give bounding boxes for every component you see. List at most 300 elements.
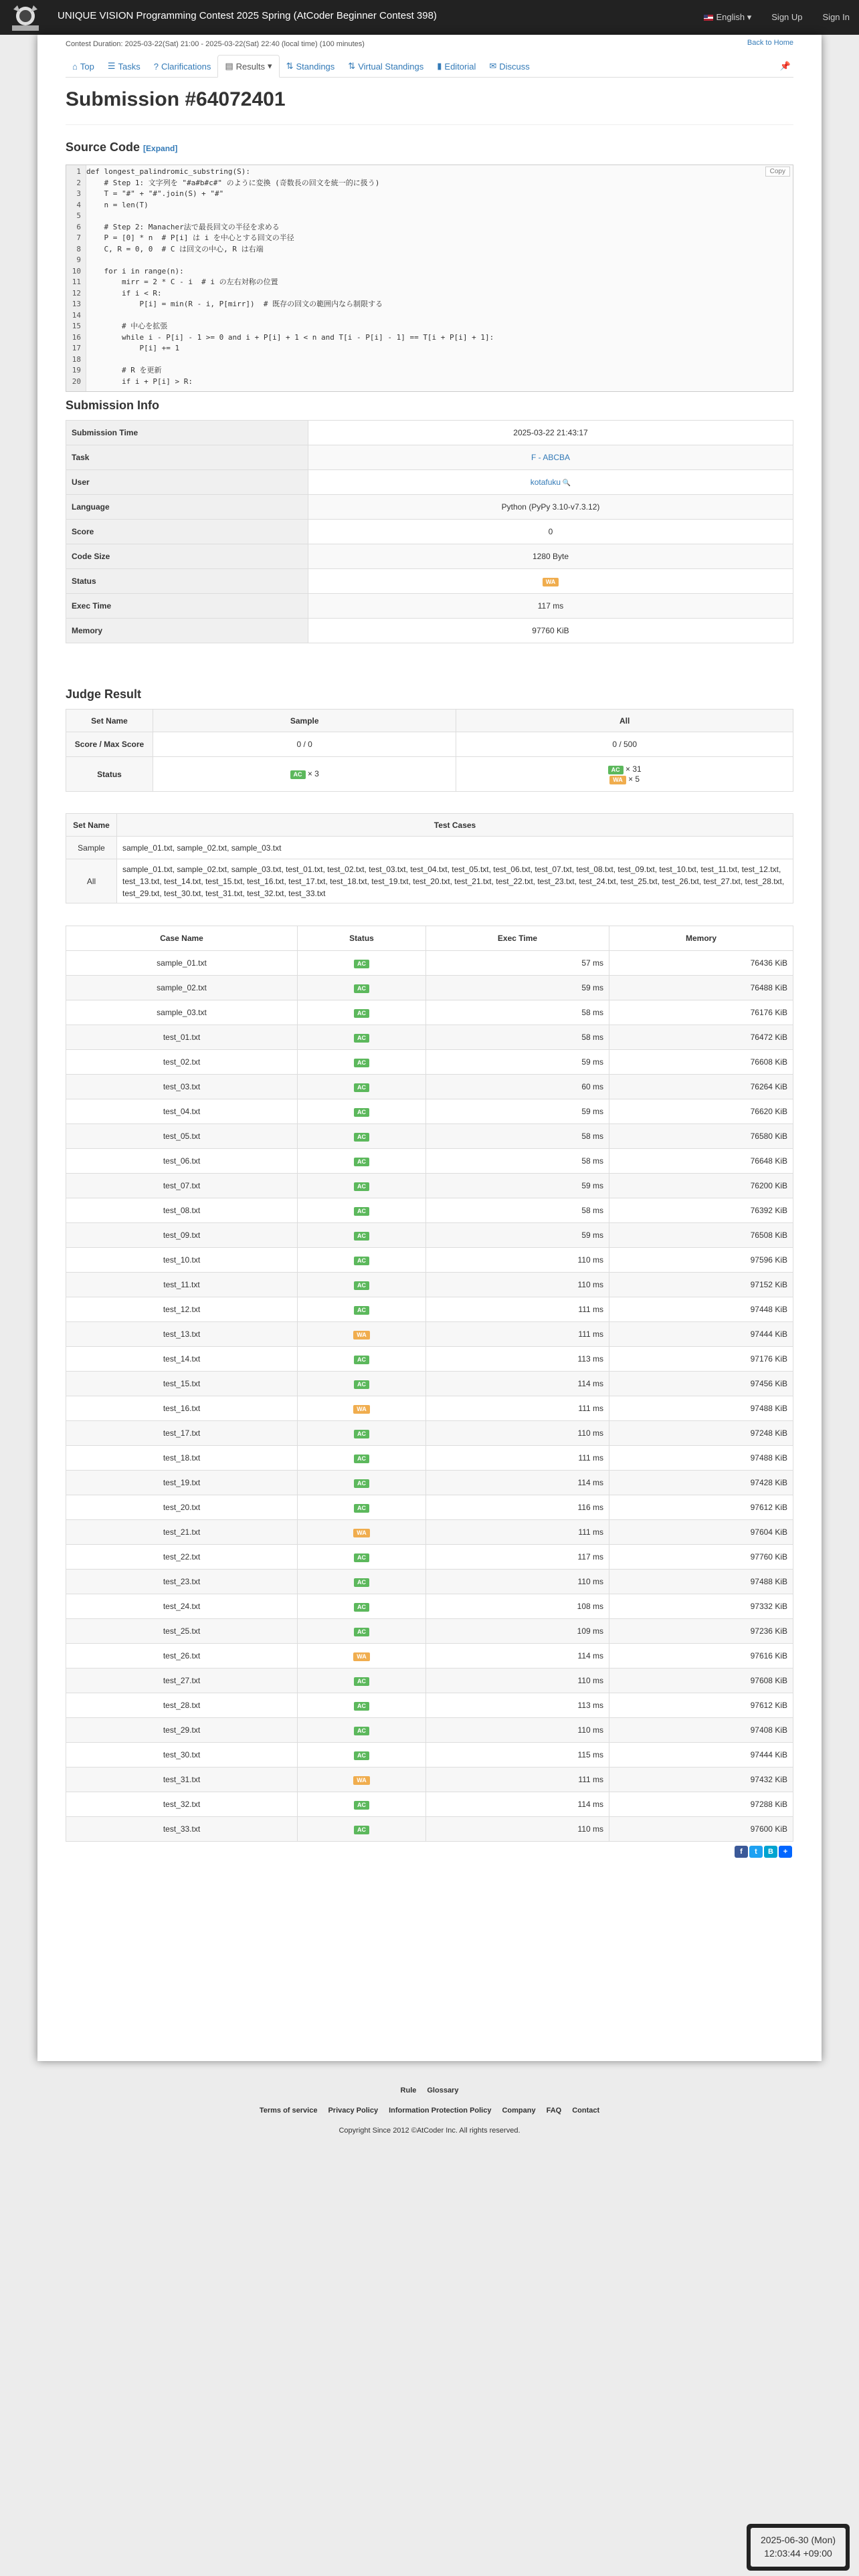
test-sets-table bbox=[66, 813, 793, 903]
results-icon: ▤ bbox=[225, 61, 233, 71]
expand-link[interactable]: [Expand] bbox=[143, 144, 178, 153]
main-panel bbox=[37, 35, 822, 2061]
ac-badge: AC bbox=[354, 1207, 369, 1216]
line-number: 10 bbox=[66, 266, 84, 278]
flag-icon bbox=[704, 15, 713, 21]
case-exec-time: 58 ms bbox=[426, 1149, 609, 1174]
case-exec-time: 113 ms bbox=[426, 1693, 609, 1718]
code-line bbox=[66, 365, 793, 377]
case-exec-time: 114 ms bbox=[426, 1792, 609, 1817]
footer-link[interactable]: Contact bbox=[572, 2107, 600, 2115]
line-number: 19 bbox=[66, 365, 84, 377]
case-name: test_26.txt bbox=[66, 1644, 298, 1669]
info-value-text: 2025-03-22 21:43:17 bbox=[513, 428, 588, 437]
sign-up-link[interactable]: Sign Up bbox=[771, 12, 803, 22]
footer-link[interactable]: Glossary bbox=[427, 2086, 459, 2095]
case-name: test_03.txt bbox=[66, 1075, 298, 1099]
case-exec-time: 110 ms bbox=[426, 1718, 609, 1743]
case-exec-time: 114 ms bbox=[426, 1644, 609, 1669]
info-label: Task bbox=[66, 445, 308, 470]
code-text bbox=[84, 255, 86, 264]
case-row bbox=[66, 951, 793, 976]
case-memory: 76472 KiB bbox=[609, 1025, 793, 1050]
case-status bbox=[298, 1495, 426, 1520]
case-row bbox=[66, 1050, 793, 1075]
submission-title: Submission #64072401 bbox=[66, 88, 286, 110]
contest-nav-tabs bbox=[66, 55, 793, 78]
case-memory: 76608 KiB bbox=[609, 1050, 793, 1075]
footer-link[interactable]: Information Protection Policy bbox=[389, 2107, 492, 2115]
case-row bbox=[66, 1149, 793, 1174]
code-line bbox=[66, 321, 793, 332]
set-cases: sample_01.txt, sample_02.txt, sample_03.txt, test_01.txt, test_02.txt, test_03.txt, test_04.txt, test_05.txt, test_06.txt, test_07.txt, test_08.txt, test_09.txt, test_10.txt, test_11.txt, test_12.txt, test_13.txt, test_14.txt, test_15.txt, test_16.txt, test_17.txt, test_18.txt, test_19.txt, test_20.txt, test_21.txt, test_22.txt, test_23.txt, test_24.txt, test_25.txt, test_26.txt, test_27.txt, test_28.txt, test_29.txt, test_30.txt, test_31.txt, test_32.txt, test_33.txt bbox=[117, 859, 793, 903]
case-row bbox=[66, 1297, 793, 1322]
case-exec-time: 108 ms bbox=[426, 1594, 609, 1619]
ac-badge: AC bbox=[354, 1751, 369, 1760]
score-label: Score / Max Score bbox=[66, 732, 153, 757]
case-row bbox=[66, 1495, 793, 1520]
case-exec-time: 113 ms bbox=[426, 1347, 609, 1372]
case-memory: 97432 KiB bbox=[609, 1767, 793, 1792]
case-status bbox=[298, 1446, 426, 1471]
code-text: if i < R: bbox=[86, 288, 162, 298]
case-row bbox=[66, 1248, 793, 1273]
info-row bbox=[66, 594, 793, 619]
ac-badge: AC bbox=[354, 1306, 369, 1315]
sets-header-cases: Test Cases bbox=[117, 814, 793, 837]
case-row bbox=[66, 1025, 793, 1050]
case-name: test_06.txt bbox=[66, 1149, 298, 1174]
line-number: 7 bbox=[66, 233, 84, 244]
copyright: Copyright Since 2012 ©AtCoder Inc. All rights reserved. bbox=[339, 2127, 520, 2135]
case-name: test_16.txt bbox=[66, 1396, 298, 1421]
case-name: test_07.txt bbox=[66, 1174, 298, 1198]
line-number: 4 bbox=[66, 200, 84, 211]
footer-link[interactable]: Terms of service bbox=[259, 2107, 318, 2115]
code-line bbox=[66, 200, 793, 211]
sort-icon: ⇅ bbox=[286, 61, 294, 71]
code-line bbox=[66, 178, 793, 189]
ac-badge: AC bbox=[354, 1504, 369, 1513]
case-memory: 97448 KiB bbox=[609, 1297, 793, 1322]
case-name: test_13.txt bbox=[66, 1322, 298, 1347]
case-name: test_30.txt bbox=[66, 1743, 298, 1767]
line-number: 2 bbox=[66, 178, 84, 189]
info-label: Submission Time bbox=[66, 421, 308, 445]
case-row bbox=[66, 1347, 793, 1372]
ac-badge: AC bbox=[354, 1801, 369, 1810]
case-name: sample_01.txt bbox=[66, 951, 298, 976]
footer-link[interactable]: Privacy Policy bbox=[328, 2107, 379, 2115]
case-status bbox=[298, 1273, 426, 1297]
status-count: × 5 bbox=[628, 774, 640, 784]
case-memory: 97444 KiB bbox=[609, 1322, 793, 1347]
info-label: Code Size bbox=[66, 544, 308, 569]
case-status bbox=[298, 1099, 426, 1124]
tab-label: Results bbox=[235, 61, 266, 72]
case-status bbox=[298, 1297, 426, 1322]
judge-header-sample: Sample bbox=[153, 710, 456, 732]
comment-icon: ✉ bbox=[489, 61, 497, 71]
question-icon: ? bbox=[153, 61, 159, 72]
case-status bbox=[298, 1619, 426, 1644]
ac-badge: AC bbox=[354, 1628, 369, 1636]
case-memory: 97604 KiB bbox=[609, 1520, 793, 1545]
facebook-icon[interactable]: f bbox=[735, 1846, 748, 1858]
case-exec-time: 116 ms bbox=[426, 1495, 609, 1520]
case-row bbox=[66, 1223, 793, 1248]
case-status bbox=[298, 976, 426, 1000]
case-exec-time: 59 ms bbox=[426, 1223, 609, 1248]
code-text: # R を更新 bbox=[86, 366, 162, 374]
case-row bbox=[66, 1446, 793, 1471]
ac-badge: AC bbox=[354, 1479, 369, 1488]
case-memory: 97444 KiB bbox=[609, 1743, 793, 1767]
case-row bbox=[66, 1075, 793, 1099]
case-exec-time: 110 ms bbox=[426, 1248, 609, 1273]
case-row bbox=[66, 1421, 793, 1446]
case-status bbox=[298, 1767, 426, 1792]
info-label: Memory bbox=[66, 619, 308, 643]
case-status bbox=[298, 1248, 426, 1273]
ac-badge: AC bbox=[354, 1727, 369, 1735]
info-row bbox=[66, 520, 793, 544]
code-line bbox=[66, 244, 793, 255]
case-exec-time: 58 ms bbox=[426, 1124, 609, 1149]
case-name: test_20.txt bbox=[66, 1495, 298, 1520]
share-plus-icon[interactable]: + bbox=[779, 1846, 792, 1858]
info-value bbox=[308, 445, 793, 470]
user-link[interactable]: kotafuku bbox=[530, 477, 561, 487]
info-value bbox=[308, 594, 793, 619]
clock-time: 12:03:44 +09:00 bbox=[764, 2548, 832, 2559]
line-number: 8 bbox=[66, 244, 84, 255]
case-memory: 97332 KiB bbox=[609, 1594, 793, 1619]
tab-top[interactable] bbox=[66, 55, 101, 78]
judge-header-set: Set Name bbox=[66, 710, 153, 732]
code-line bbox=[66, 222, 793, 233]
case-memory: 76580 KiB bbox=[609, 1124, 793, 1149]
case-status bbox=[298, 1570, 426, 1594]
case-name: test_05.txt bbox=[66, 1124, 298, 1149]
language-dropdown[interactable]: English ▾ bbox=[704, 12, 751, 23]
tab-label: Discuss bbox=[499, 61, 530, 72]
case-memory: 97428 KiB bbox=[609, 1471, 793, 1495]
footer-link[interactable]: Company bbox=[502, 2107, 536, 2115]
source-code-heading bbox=[66, 140, 177, 154]
tab-label: Virtual Standings bbox=[358, 61, 424, 72]
code-text: P[i] += 1 bbox=[86, 344, 180, 352]
case-row bbox=[66, 1767, 793, 1792]
case-memory: 97488 KiB bbox=[609, 1396, 793, 1421]
footer bbox=[0, 2086, 859, 2135]
case-memory: 97600 KiB bbox=[609, 1817, 793, 1842]
code-text: mirr = 2 * C - i # i の左右対称の位置 bbox=[86, 278, 278, 286]
tab-label: Tasks bbox=[118, 61, 140, 72]
case-status bbox=[298, 1075, 426, 1099]
case-exec-time: 58 ms bbox=[426, 1198, 609, 1223]
case-memory: 97616 KiB bbox=[609, 1644, 793, 1669]
case-memory: 76436 KiB bbox=[609, 951, 793, 976]
case-memory: 97612 KiB bbox=[609, 1693, 793, 1718]
tab-label: Editorial bbox=[444, 61, 476, 72]
case-exec-time: 111 ms bbox=[426, 1322, 609, 1347]
atcoder-logo[interactable] bbox=[8, 3, 43, 32]
case-memory: 76488 KiB bbox=[609, 976, 793, 1000]
code-line bbox=[66, 332, 793, 344]
info-value bbox=[308, 470, 793, 495]
code-text: while i - P[i] - 1 >= 0 and i + P[i] + 1 < n and T[i - P[i] - 1] == T[i + P[i] + 1]: bbox=[86, 332, 494, 342]
home-icon: ⌂ bbox=[72, 61, 78, 72]
case-name: test_12.txt bbox=[66, 1297, 298, 1322]
info-value bbox=[308, 569, 793, 594]
submission-info-heading: Submission Info bbox=[66, 399, 160, 412]
case-exec-time: 110 ms bbox=[426, 1570, 609, 1594]
case-name: test_08.txt bbox=[66, 1198, 298, 1223]
case-name: test_21.txt bbox=[66, 1520, 298, 1545]
footer-link[interactable]: FAQ bbox=[546, 2107, 562, 2115]
ac-badge: AC bbox=[354, 1232, 369, 1241]
set-name: Sample bbox=[66, 837, 117, 859]
code-text bbox=[84, 311, 86, 320]
case-name: test_11.txt bbox=[66, 1273, 298, 1297]
info-label: Exec Time bbox=[66, 594, 308, 619]
ac-badge: AC bbox=[354, 1553, 369, 1562]
case-exec-time: 114 ms bbox=[426, 1372, 609, 1396]
ac-badge: AC bbox=[354, 1356, 369, 1364]
case-exec-time: 111 ms bbox=[426, 1767, 609, 1792]
case-name: test_19.txt bbox=[66, 1471, 298, 1495]
code-line bbox=[66, 288, 793, 300]
code-text bbox=[84, 211, 86, 220]
case-memory: 97288 KiB bbox=[609, 1792, 793, 1817]
case-row bbox=[66, 976, 793, 1000]
code-line bbox=[66, 211, 793, 222]
case-memory: 97456 KiB bbox=[609, 1372, 793, 1396]
ac-badge: AC bbox=[354, 1380, 369, 1389]
line-number: 18 bbox=[66, 354, 84, 366]
tab-virtual-standings[interactable] bbox=[341, 55, 430, 78]
case-memory: 97608 KiB bbox=[609, 1669, 793, 1693]
info-value-text: 1280 Byte bbox=[532, 552, 569, 561]
case-exec-time: 110 ms bbox=[426, 1817, 609, 1842]
footer-link[interactable]: Rule bbox=[400, 2086, 417, 2095]
case-row bbox=[66, 1372, 793, 1396]
case-status bbox=[298, 1594, 426, 1619]
case-row bbox=[66, 1644, 793, 1669]
info-label: User bbox=[66, 470, 308, 495]
case-row bbox=[66, 1000, 793, 1025]
case-row bbox=[66, 1619, 793, 1644]
info-label: Status bbox=[66, 569, 308, 594]
case-name: test_01.txt bbox=[66, 1025, 298, 1050]
case-row bbox=[66, 1570, 793, 1594]
language-label: English bbox=[716, 12, 745, 22]
copy-button[interactable]: Copy bbox=[765, 167, 790, 177]
case-status bbox=[298, 1050, 426, 1075]
case-memory: 76508 KiB bbox=[609, 1223, 793, 1248]
case-status bbox=[298, 1025, 426, 1050]
case-name: test_09.txt bbox=[66, 1223, 298, 1248]
case-row bbox=[66, 1174, 793, 1198]
case-status bbox=[298, 1347, 426, 1372]
info-value-text: 117 ms bbox=[537, 601, 564, 611]
case-exec-time: 111 ms bbox=[426, 1297, 609, 1322]
pin-icon[interactable]: 📌 bbox=[779, 61, 791, 71]
case-status bbox=[298, 1000, 426, 1025]
task-link[interactable]: F - ABCBA bbox=[531, 453, 570, 462]
ac-badge: AC bbox=[354, 1578, 369, 1587]
case-status bbox=[298, 1520, 426, 1545]
info-row bbox=[66, 445, 793, 470]
info-value-text: 97760 KiB bbox=[532, 626, 569, 635]
status-count: × 3 bbox=[307, 769, 319, 778]
sort-icon: ⇅ bbox=[348, 61, 356, 71]
code-line bbox=[66, 299, 793, 310]
case-memory: 76620 KiB bbox=[609, 1099, 793, 1124]
contest-title[interactable]: UNIQUE VISION Programming Contest 2025 Spring (AtCoder Beginner Contest 398) bbox=[58, 10, 437, 21]
line-number: 6 bbox=[66, 222, 84, 233]
line-number: 9 bbox=[66, 255, 84, 266]
ac-badge: AC bbox=[354, 1257, 369, 1265]
tab-label: Top bbox=[80, 61, 94, 72]
wa-badge: WA bbox=[353, 1529, 370, 1537]
info-value-text: Python (PyPy 3.10-v7.3.12) bbox=[501, 502, 600, 512]
code-text: P[i] = min(R - i, P[mirr]) # 既存の回文の範囲内なら制限する bbox=[86, 300, 383, 308]
test-cases-table bbox=[66, 926, 793, 1842]
set-name: All bbox=[66, 859, 117, 903]
wa-badge: WA bbox=[353, 1405, 370, 1414]
case-name: sample_02.txt bbox=[66, 976, 298, 1000]
case-row bbox=[66, 1594, 793, 1619]
code-line bbox=[66, 277, 793, 288]
code-text: if i + P[i] > R: bbox=[86, 377, 193, 386]
case-status bbox=[298, 1792, 426, 1817]
tab-results[interactable]: ▤ Results ▾ bbox=[217, 55, 279, 78]
case-status bbox=[298, 1669, 426, 1693]
case-memory: 97236 KiB bbox=[609, 1619, 793, 1644]
case-name: test_27.txt bbox=[66, 1669, 298, 1693]
code-text: n = len(T) bbox=[86, 200, 149, 209]
ac-badge: AC bbox=[608, 766, 624, 774]
case-name: test_29.txt bbox=[66, 1718, 298, 1743]
all-score: 0 / 500 bbox=[456, 732, 793, 757]
case-status bbox=[298, 1396, 426, 1421]
tab-tasks[interactable] bbox=[101, 55, 147, 78]
ac-badge: AC bbox=[354, 960, 369, 968]
ac-badge: AC bbox=[354, 1702, 369, 1711]
info-row bbox=[66, 421, 793, 445]
sign-in-link[interactable]: Sign In bbox=[822, 12, 850, 22]
case-exec-time: 58 ms bbox=[426, 1000, 609, 1025]
book-icon: ▮ bbox=[437, 61, 442, 71]
case-header-name: Case Name bbox=[66, 926, 298, 951]
case-name: test_17.txt bbox=[66, 1421, 298, 1446]
wa-badge: WA bbox=[609, 776, 626, 784]
case-exec-time: 115 ms bbox=[426, 1743, 609, 1767]
code-line bbox=[66, 167, 793, 178]
judge-header-all: All bbox=[456, 710, 793, 732]
ac-badge: AC bbox=[354, 1034, 369, 1043]
ac-badge: AC bbox=[354, 1826, 369, 1834]
info-value bbox=[308, 544, 793, 569]
case-status bbox=[298, 1223, 426, 1248]
line-number: 20 bbox=[66, 377, 84, 388]
case-status bbox=[298, 1174, 426, 1198]
case-exec-time: 111 ms bbox=[426, 1446, 609, 1471]
case-row bbox=[66, 1099, 793, 1124]
case-memory: 97488 KiB bbox=[609, 1446, 793, 1471]
case-memory: 97760 KiB bbox=[609, 1545, 793, 1570]
case-name: test_23.txt bbox=[66, 1570, 298, 1594]
judge-result-table bbox=[66, 709, 793, 792]
case-row bbox=[66, 1124, 793, 1149]
case-name: test_22.txt bbox=[66, 1545, 298, 1570]
ac-badge: AC bbox=[354, 1281, 369, 1290]
twitter-icon[interactable]: t bbox=[749, 1846, 763, 1858]
tab-editorial[interactable] bbox=[430, 55, 482, 78]
hatena-icon[interactable]: B bbox=[764, 1846, 777, 1858]
case-exec-time: 59 ms bbox=[426, 1174, 609, 1198]
code-text bbox=[84, 355, 86, 364]
ac-badge: AC bbox=[290, 770, 306, 779]
line-number: 13 bbox=[66, 299, 84, 310]
case-exec-time: 111 ms bbox=[426, 1396, 609, 1421]
ac-badge: AC bbox=[354, 984, 369, 993]
case-row bbox=[66, 1520, 793, 1545]
case-name: test_10.txt bbox=[66, 1248, 298, 1273]
tab-label: Clarifications bbox=[161, 61, 211, 72]
info-row bbox=[66, 619, 793, 643]
case-memory: 97248 KiB bbox=[609, 1421, 793, 1446]
case-status bbox=[298, 1149, 426, 1174]
case-name: test_04.txt bbox=[66, 1099, 298, 1124]
case-exec-time: 58 ms bbox=[426, 1025, 609, 1050]
case-memory: 97596 KiB bbox=[609, 1248, 793, 1273]
set-cases: sample_01.txt, sample_02.txt, sample_03.txt bbox=[117, 837, 793, 859]
submission-info-table bbox=[66, 420, 793, 643]
tab-clarifications[interactable] bbox=[147, 55, 218, 78]
sample-status bbox=[153, 757, 456, 792]
ac-badge: AC bbox=[354, 1603, 369, 1612]
ac-badge: AC bbox=[354, 1182, 369, 1191]
line-number: 1 bbox=[66, 167, 84, 178]
case-memory: 76264 KiB bbox=[609, 1075, 793, 1099]
ac-badge: AC bbox=[354, 1009, 369, 1018]
line-number: 11 bbox=[66, 277, 84, 288]
case-header-memory: Memory bbox=[609, 926, 793, 951]
case-memory: 76200 KiB bbox=[609, 1174, 793, 1198]
case-exec-time: 59 ms bbox=[426, 1050, 609, 1075]
info-row bbox=[66, 495, 793, 520]
code-text: for i in range(n): bbox=[86, 266, 184, 276]
line-number: 3 bbox=[66, 189, 84, 200]
fixed-clock bbox=[747, 2524, 850, 2571]
search-icon[interactable]: 🔍 bbox=[561, 479, 571, 487]
case-row bbox=[66, 1322, 793, 1347]
info-value bbox=[308, 421, 793, 445]
case-status bbox=[298, 1124, 426, 1149]
line-number: 12 bbox=[66, 288, 84, 300]
case-status bbox=[298, 1644, 426, 1669]
tab-discuss[interactable] bbox=[482, 55, 536, 78]
case-name: test_15.txt bbox=[66, 1372, 298, 1396]
case-exec-time: 114 ms bbox=[426, 1471, 609, 1495]
ac-badge: AC bbox=[354, 1158, 369, 1166]
info-value-text: 0 bbox=[548, 527, 553, 536]
tab-standings[interactable] bbox=[280, 55, 342, 78]
back-to-home-link[interactable]: Back to Home bbox=[747, 39, 793, 47]
